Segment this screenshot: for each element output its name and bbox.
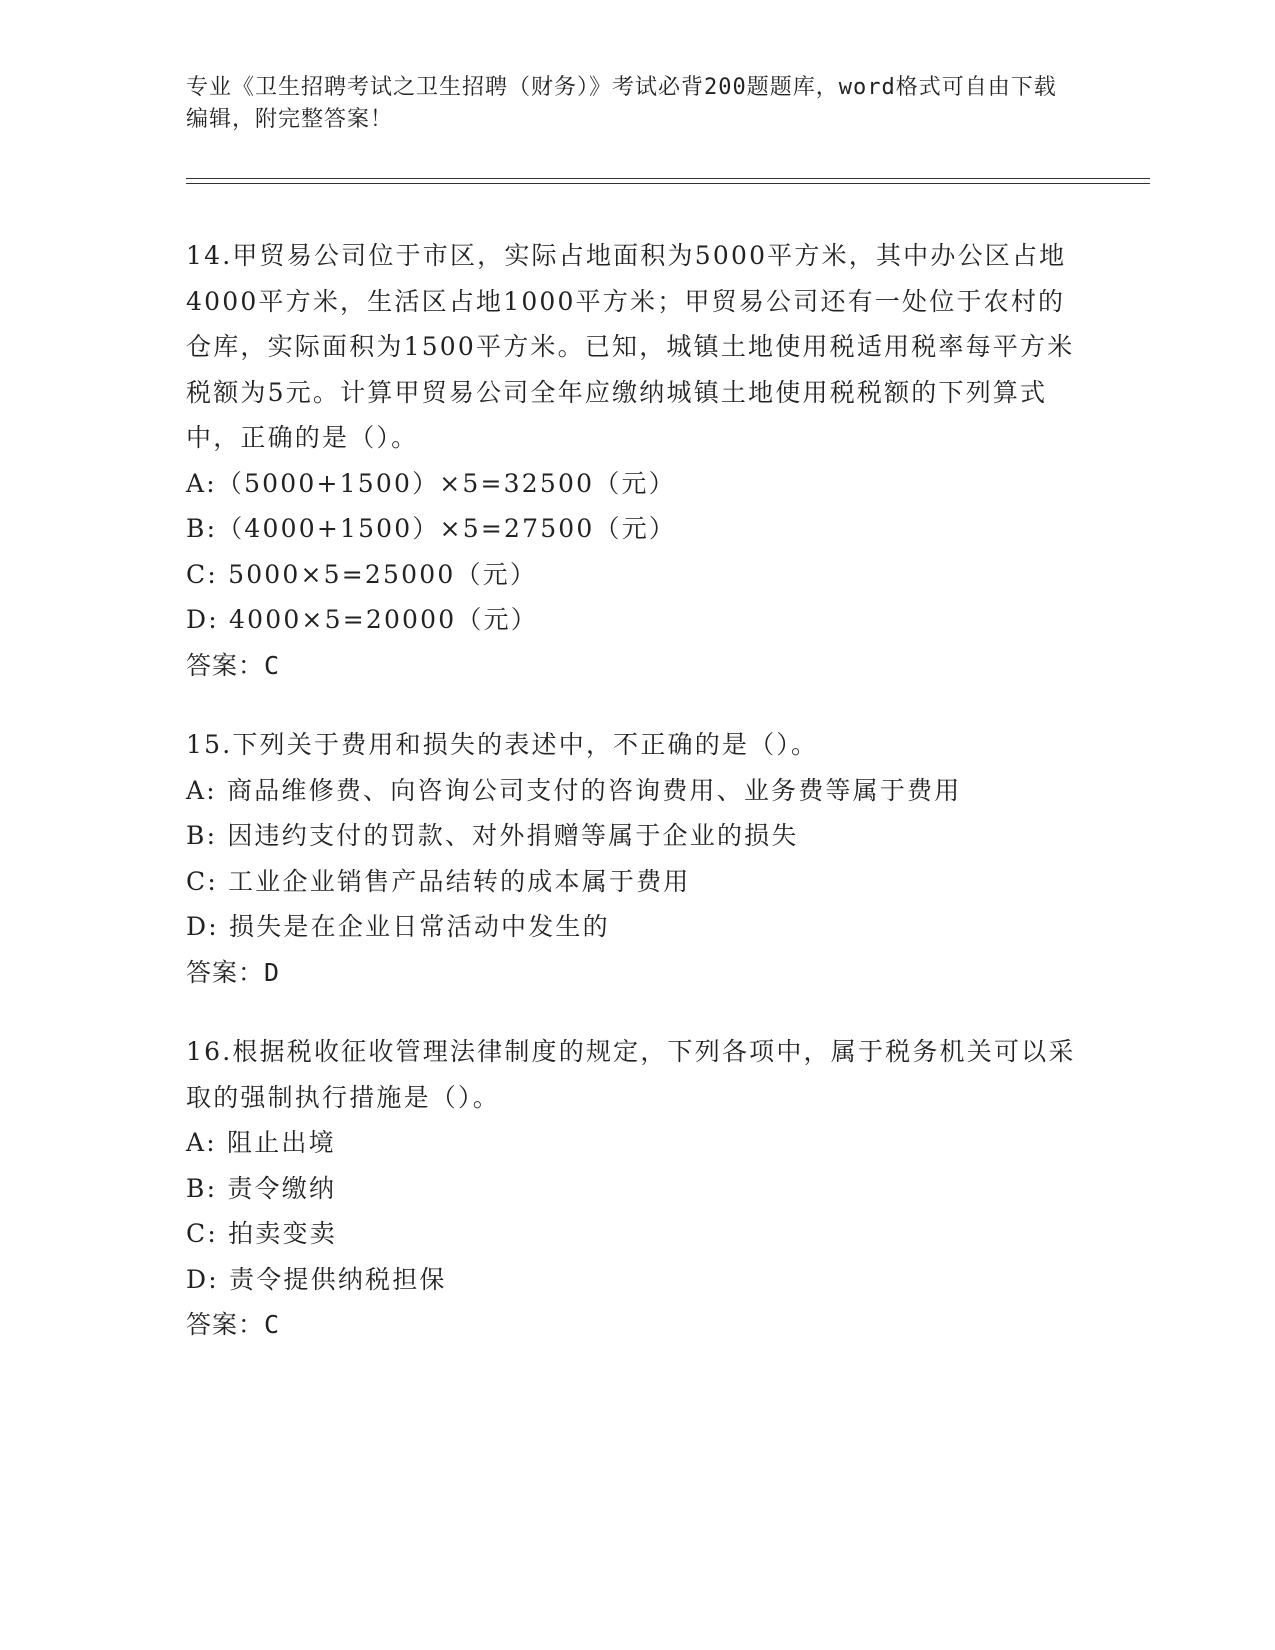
option-b: B:（4000+1500）×5=27500（元） (186, 514, 677, 543)
document-header-text: 专业《卫生招聘考试之卫生招聘（财务）》考试必背200题题库，word格式可自由下载编辑，附完整答案！ (186, 75, 1057, 132)
option-b: B: 因违约支付的罚款、对外捐赠等属于企业的损失 (186, 821, 799, 850)
header-divider-bottom (186, 183, 1150, 184)
option-a: A: 阻止出境 (186, 1128, 336, 1157)
option-d: D: 责令提供纳税担保 (186, 1264, 447, 1294)
question-stem: 14.甲贸易公司位于市区，实际占地面积为5000平方米，其中办公区占地4000平方米，生活区占地1000平方米；甲贸易公司还有一处位于农村的仓库，实际面积为1500平方米。已知，城镇土地使用税适用税率每平方米税额为5元。计算甲贸易公司全年应缴纳城镇土地使用税税额的下列算式中，正确的是（）。 (186, 241, 1075, 452)
option-c: C: 工业企业销售产品结转的成本属于费用 (186, 866, 691, 896)
answer-line: 答案：C (186, 1310, 281, 1339)
question-16 (186, 1029, 1076, 1348)
option-c: C: 拍卖变卖 (186, 1219, 337, 1248)
option-a: A:（5000+1500）×5=32500（元） (186, 468, 676, 498)
question-list (186, 233, 1076, 1382)
option-c: C: 5000×5=25000（元） (186, 559, 538, 589)
answer-line: 答案：C (186, 650, 281, 680)
question-15 (186, 722, 1076, 995)
option-a: A: 商品维修费、向咨询公司支付的咨询费用、业务费等属于费用 (186, 775, 962, 805)
question-stem: 15.下列关于费用和损失的表述中，不正确的是（）。 (186, 730, 819, 759)
option-d: D: 4000×5=20000（元） (186, 605, 538, 634)
question-stem: 16.根据税收征收管理法律制度的规定，下列各项中，属于税务机关可以采取的强制执行措施是（）。 (186, 1037, 1076, 1112)
answer-line: 答案：D (186, 957, 281, 987)
header-divider-top (186, 178, 1150, 179)
option-d: D: 损失是在企业日常活动中发生的 (186, 912, 610, 941)
question-14 (186, 233, 1076, 688)
option-b: B: 责令缴纳 (186, 1173, 337, 1203)
